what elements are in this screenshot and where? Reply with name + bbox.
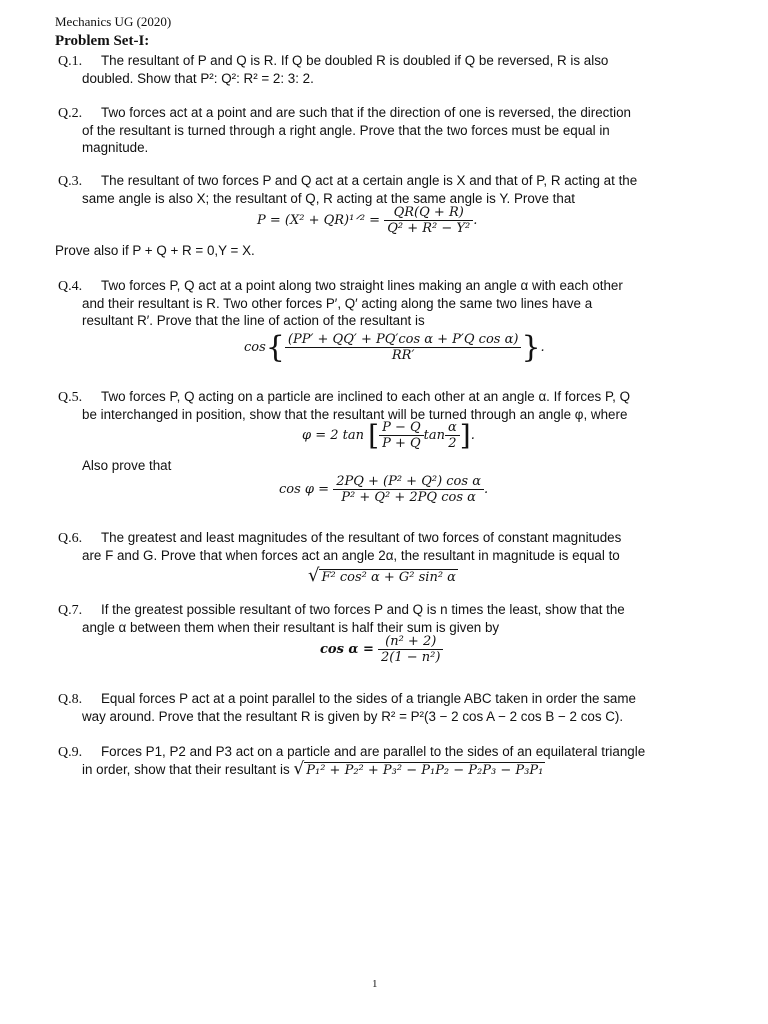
q5-eq1-angle-denominator: 2	[448, 436, 457, 451]
q4-eq-numerator: (PP′ + QQ′ + PQ′cos α + P′Q cos α)	[285, 332, 522, 348]
question-2	[58, 104, 710, 157]
problem-set-title: Problem Set-I:	[55, 33, 150, 49]
q3-text: The resultant of two forces P and Q act at a certain angle is X and that of P, R acting at the	[101, 173, 638, 188]
q5-eq2-numerator: 2PQ + (P² + Q²) cos α	[333, 474, 484, 490]
q5-eq2-left: cos φ =	[279, 482, 330, 497]
q7-eq-numerator: (n² + 2)	[378, 634, 443, 650]
q5-number: Q.5.	[58, 390, 83, 405]
q5-eq2-denominator: P² + Q² + 2PQ cos α	[341, 490, 476, 505]
q8-continuation: way around. Prove that the resultant R is given by R² = P²(3 − 2 cos A − 2 cos B − 2 cos C).	[82, 709, 624, 725]
q3-eq-numerator: QR(Q + R)	[384, 205, 473, 221]
q4-number: Q.4.	[58, 279, 83, 294]
q4-eq-end: .	[540, 340, 545, 355]
q1-text: The resultant of P and Q is R. If Q be doubled R is doubled if Q be reversed, R is also	[101, 53, 609, 68]
q4-continuation-1: and their resultant is R. Two other forces P′, Q′ acting along the same two lines have a	[82, 296, 593, 312]
q3-eq-left: P = (X² + QR)¹ᐟ² =	[257, 213, 381, 228]
q5-equation-1: φ = 2 tan [ $\frac{P - Q}{P + Q}$ tan $\frac{\alpha}{2}$ ].	[302, 419, 475, 452]
q5-also-prove: Also prove that	[82, 458, 172, 473]
q4-text: Two forces P, Q act at a point along two straight lines making an angle α with each other	[101, 278, 623, 293]
q5-eq1-angle-fraction	[445, 420, 460, 451]
q4-eq-fraction	[285, 332, 522, 363]
q3-number: Q.3.	[58, 174, 83, 189]
q6-number: Q.6.	[58, 531, 83, 546]
q1-number: Q.1.	[58, 54, 83, 69]
q5-continuation: be interchanged in position, show that the resultant will be turned through an angle φ, where	[82, 407, 628, 423]
question-6	[58, 529, 710, 564]
q5-eq1-angle-numerator: α	[445, 420, 460, 436]
question-1	[58, 52, 710, 87]
q5-eq1-mid: tan	[423, 428, 446, 443]
q5-eq1-denominator: P + Q	[382, 436, 421, 451]
q5-eq2-end: .	[483, 482, 489, 497]
q7-eq-left: cos α =	[320, 642, 374, 657]
q3-equation	[257, 205, 477, 236]
q5-eq1-fraction	[379, 420, 424, 451]
q4-eq-denominator: RR′	[391, 348, 415, 363]
question-7	[58, 601, 710, 636]
q6-equation: √ F² cos² α + G² sin² α	[308, 565, 456, 586]
q2-text: Two forces act at a point and are such that if the direction of one is reversed, the direction	[101, 105, 631, 120]
question-4	[58, 277, 710, 330]
q9-text: Forces P1, P2 and P3 act on a particle and are parallel to the sides of an equilateral triangle	[101, 744, 646, 759]
q3-prove-also: Prove also if P + Q + R = 0,Y = X.	[55, 243, 255, 258]
q7-eq-denominator: 2(1 − n²)	[381, 650, 441, 665]
q7-number: Q.7.	[58, 603, 83, 618]
q3-eq-fraction	[384, 205, 473, 236]
q5-eq2-fraction	[333, 474, 484, 505]
q9-continuation: in order, show that their resultant is	[82, 762, 290, 778]
q4-eq-fn: cos	[244, 340, 266, 355]
q8-text: Equal forces P act at a point parallel to the sides of a triangle ABC taken in order the same	[101, 691, 636, 706]
q2-number: Q.2.	[58, 106, 83, 121]
q4-continuation-2: resultant R′. Prove that the line of action of the resultant is	[82, 313, 425, 329]
q5-text: Two forces P, Q acting on a particle are inclined to each other at an angle α. If forces P, Q	[101, 389, 631, 404]
q6-eq-radicand: F² cos² α + G² sin² α	[321, 570, 456, 585]
q2-continuation-1: of the resultant is turned through a right angle. Prove that the two forces must be equal in	[82, 123, 610, 139]
q4-equation: cos{ $\frac{\text{(PP′ + QQ′ + PQ′cos α + P′Q cos α)}}{RR'}$ }.	[244, 330, 545, 365]
q7-equation	[320, 634, 443, 665]
q7-eq-fraction	[378, 634, 443, 665]
question-9	[58, 743, 710, 779]
q7-continuation: angle α between them when their resultant is half their sum is given by	[82, 620, 500, 636]
q8-number: Q.8.	[58, 692, 83, 707]
q6-continuation: are F and G. Prove that when forces act an angle 2α, the resultant in magnitude is equal to	[82, 548, 620, 564]
q9-equation: √ P₁² + P₂² + P₃² − P₁P₂ − P₂P₃ − P₃P₁	[293, 759, 544, 780]
page-number: 1	[372, 978, 378, 990]
course-header: Mechanics UG (2020)	[55, 14, 172, 29]
q3-eq-end: .	[473, 213, 478, 228]
q7-text: If the greatest possible resultant of two forces P and Q is n times the least, show that the	[101, 602, 625, 617]
q5-eq1-end: .	[470, 428, 475, 443]
q1-continuation: doubled. Show that P²: Q²: R² = 2: 3: 2.	[82, 71, 314, 87]
q3-continuation: same angle is also X; the resultant of Q, R acting at the same angle is Y. Prove that	[82, 191, 576, 207]
question-8	[58, 690, 710, 725]
q5-equation-2	[279, 474, 488, 505]
q9-number: Q.9.	[58, 745, 83, 760]
q9-eq-radicand: P₁² + P₂² + P₃² − P₁P₂ − P₂P₃ − P₃P₁	[306, 763, 544, 779]
q3-eq-denominator: Q² + R² − Y²	[387, 221, 471, 236]
q6-text: The greatest and least magnitudes of the resultant of two forces of constant magnitudes	[101, 530, 622, 545]
question-3	[58, 172, 710, 207]
q2-continuation-2: magnitude.	[82, 140, 149, 156]
q5-eq1-numerator: P − Q	[379, 420, 424, 436]
q5-eq1-left: φ = 2 tan	[302, 428, 365, 443]
